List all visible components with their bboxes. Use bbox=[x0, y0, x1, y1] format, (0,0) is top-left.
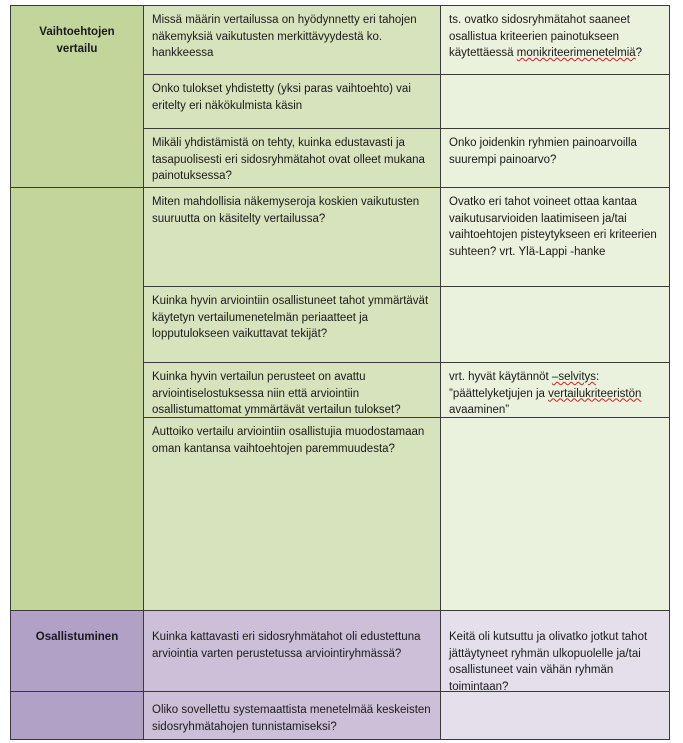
question-cell bbox=[144, 5, 441, 75]
section-continuation bbox=[10, 692, 144, 740]
question-text: Auttoiko vertailu arviointiin osallistujia muodostamaan oman kantansa vaihtoehtojen paremmuudesta? bbox=[152, 426, 425, 455]
section-continuation bbox=[10, 188, 144, 611]
note-text: Keitä oli kutsuttu ja olivatko jotkut tahot jättäytyneet ryhmän ulkopuolelle ja/tai osallistuneet vain vähän ryhmän toimintaan? bbox=[449, 631, 648, 692]
question-cell bbox=[144, 418, 441, 611]
note-text: Onko joidenkin ryhmien painoarvoilla suurempi painoarvo? bbox=[449, 137, 637, 166]
question-text: Missä määrin vertailussa on hyödynnetty eri tahojen näkemyksiä vaikutusten merkittävyydestä ko. hankkeessa bbox=[152, 14, 417, 59]
question-cell bbox=[144, 75, 441, 129]
question-cell bbox=[144, 287, 441, 363]
note-cell bbox=[441, 418, 670, 611]
note-text: vrt. hyvät käytännöt –selvitys: ”päättelyketjujen ja vertailukriteeristön avaaminen” bbox=[449, 371, 642, 416]
question-text: Mikäli yhdistämistä on tehty, kuinka edustavasti ja tasapuolisesti eri sidosryhmätahot ovat olleet mukana painotuksessa? bbox=[152, 137, 425, 182]
note-cell bbox=[441, 287, 670, 363]
note-text: Ovatko eri tahot voineet ottaa kantaa vaikutusarvioiden laatimiseen ja/tai vaihtoehtojen pisteytykseen eri kriteerien suhteen? vrt. Ylä-Lappi -hanke bbox=[449, 196, 657, 258]
question-cell bbox=[144, 129, 441, 188]
question-cell bbox=[144, 611, 441, 692]
section-header-vaihtoehtojen bbox=[10, 5, 144, 188]
note-cell bbox=[441, 611, 670, 692]
section-title: Vaihtoehtojen vertailu bbox=[39, 26, 115, 55]
question-text: Kuinka hyvin arviointiin osallistuneet tahot ymmärtävät käytetyn vertailumenetelmän periaatteet ja lopputulokseen vaikuttavat tekijät? bbox=[152, 295, 429, 340]
question-text: Onko tulokset yhdistetty (yksi paras vaihtoehto) vai eritelty eri näkökulmista käsin bbox=[152, 83, 411, 112]
question-text: Kuinka kattavasti eri sidosryhmätahot oli edustettuna arviointia varten perustetussa arviointiryhmässä? bbox=[152, 631, 421, 660]
section-header-osallistuminen bbox=[10, 611, 144, 692]
section-title: Osallistuminen bbox=[35, 631, 119, 643]
question-cell bbox=[144, 363, 441, 418]
question-text: Miten mahdollisia näkemyseroja koskien vaikutusten suuruutta on käsitelty vertailussa? bbox=[152, 196, 420, 225]
question-text: Oliko sovellettu systemaattista menetelmää keskeisten sidosryhmätahojen tunnistamiseksi? bbox=[152, 704, 431, 733]
note-cell bbox=[441, 692, 670, 740]
question-cell bbox=[144, 692, 441, 740]
question-text: Kuinka hyvin vertailun perusteet on avattu arviointiselostuksessa niin että arviointiin osallistumattomat ymmärtävät vertailun tulokset? bbox=[152, 371, 401, 416]
evaluation-table bbox=[10, 5, 670, 740]
note-cell bbox=[441, 129, 670, 188]
note-cell bbox=[441, 75, 670, 129]
note-cell bbox=[441, 188, 670, 287]
note-text: ts. ovatko sidosryhmätahot saaneet osallistua kriteerien painotukseen käytettäessä monikriteerimenetelmiä? bbox=[449, 14, 643, 59]
note-cell bbox=[441, 363, 670, 418]
question-cell bbox=[144, 188, 441, 287]
note-cell bbox=[441, 5, 670, 75]
